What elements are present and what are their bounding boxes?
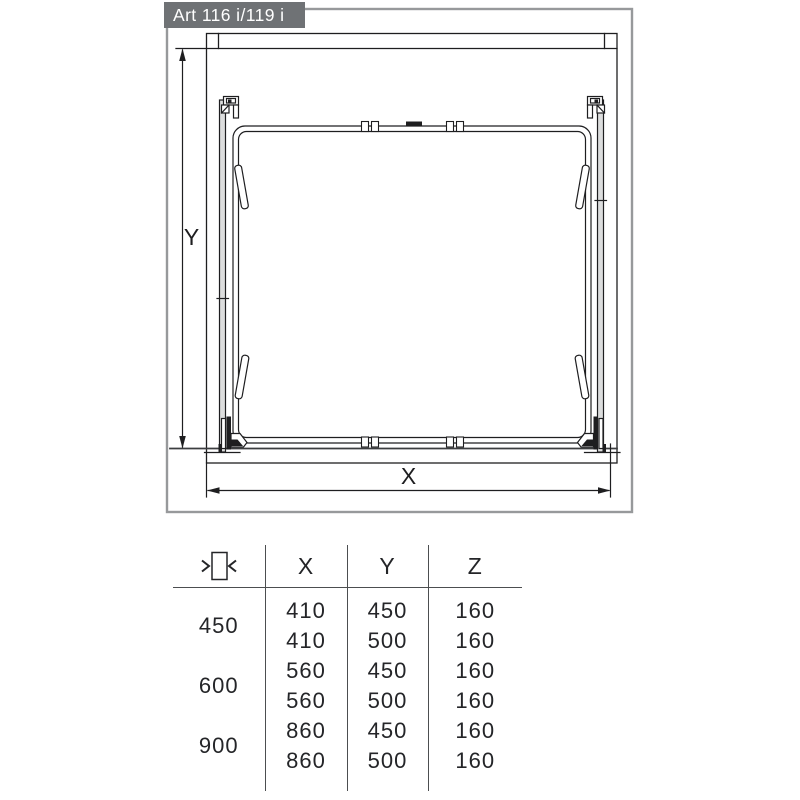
table-cell: 560 xyxy=(265,686,347,716)
x-dimension-label: X xyxy=(400,463,418,489)
table-cell: 860 xyxy=(265,746,347,776)
table-cell: 160 xyxy=(455,748,496,773)
support-struts xyxy=(234,165,590,400)
table-cell: 160 xyxy=(455,718,496,743)
cabinet-width-450: 450 xyxy=(173,596,265,656)
floor-bracket-right xyxy=(578,417,621,453)
cabinet-width-600: 600 xyxy=(173,656,265,716)
table-cell: 560 xyxy=(265,656,347,686)
table-cell: 160 xyxy=(455,598,496,623)
table-cell: 860 xyxy=(265,716,347,746)
strut-bottom-right xyxy=(575,355,590,400)
table-cell: 160 xyxy=(455,628,496,653)
table-cell: 410 xyxy=(265,596,347,626)
table-cell: 500 xyxy=(347,686,428,716)
y-dimension-label: Y xyxy=(183,224,201,250)
table-cell: 450 xyxy=(347,716,428,746)
table-cell: 450 xyxy=(347,596,428,626)
left-rail xyxy=(217,100,229,452)
right-rail xyxy=(595,100,607,452)
table-cell: 410 xyxy=(265,626,347,656)
table-cell: 500 xyxy=(347,746,428,776)
strut-bottom-left xyxy=(235,355,250,400)
cabinet-width-900: 900 xyxy=(173,716,265,776)
floor-bracket-left xyxy=(205,417,248,453)
frame-bottom-clips xyxy=(362,437,464,447)
table-cell: 500 xyxy=(347,626,428,656)
table-cell: 450 xyxy=(347,656,428,686)
product-title-badge: Art 116 i/119 i xyxy=(164,2,305,28)
table-cell: 160 xyxy=(455,688,496,713)
table-cell: 160 xyxy=(455,658,496,683)
strut-top-left xyxy=(234,165,249,210)
strut-top-right xyxy=(575,165,590,210)
col-header-y: Y xyxy=(347,545,428,588)
pullout-frame xyxy=(233,126,591,443)
col-header-x: X xyxy=(265,545,347,588)
col-header-z: Z xyxy=(428,545,522,588)
